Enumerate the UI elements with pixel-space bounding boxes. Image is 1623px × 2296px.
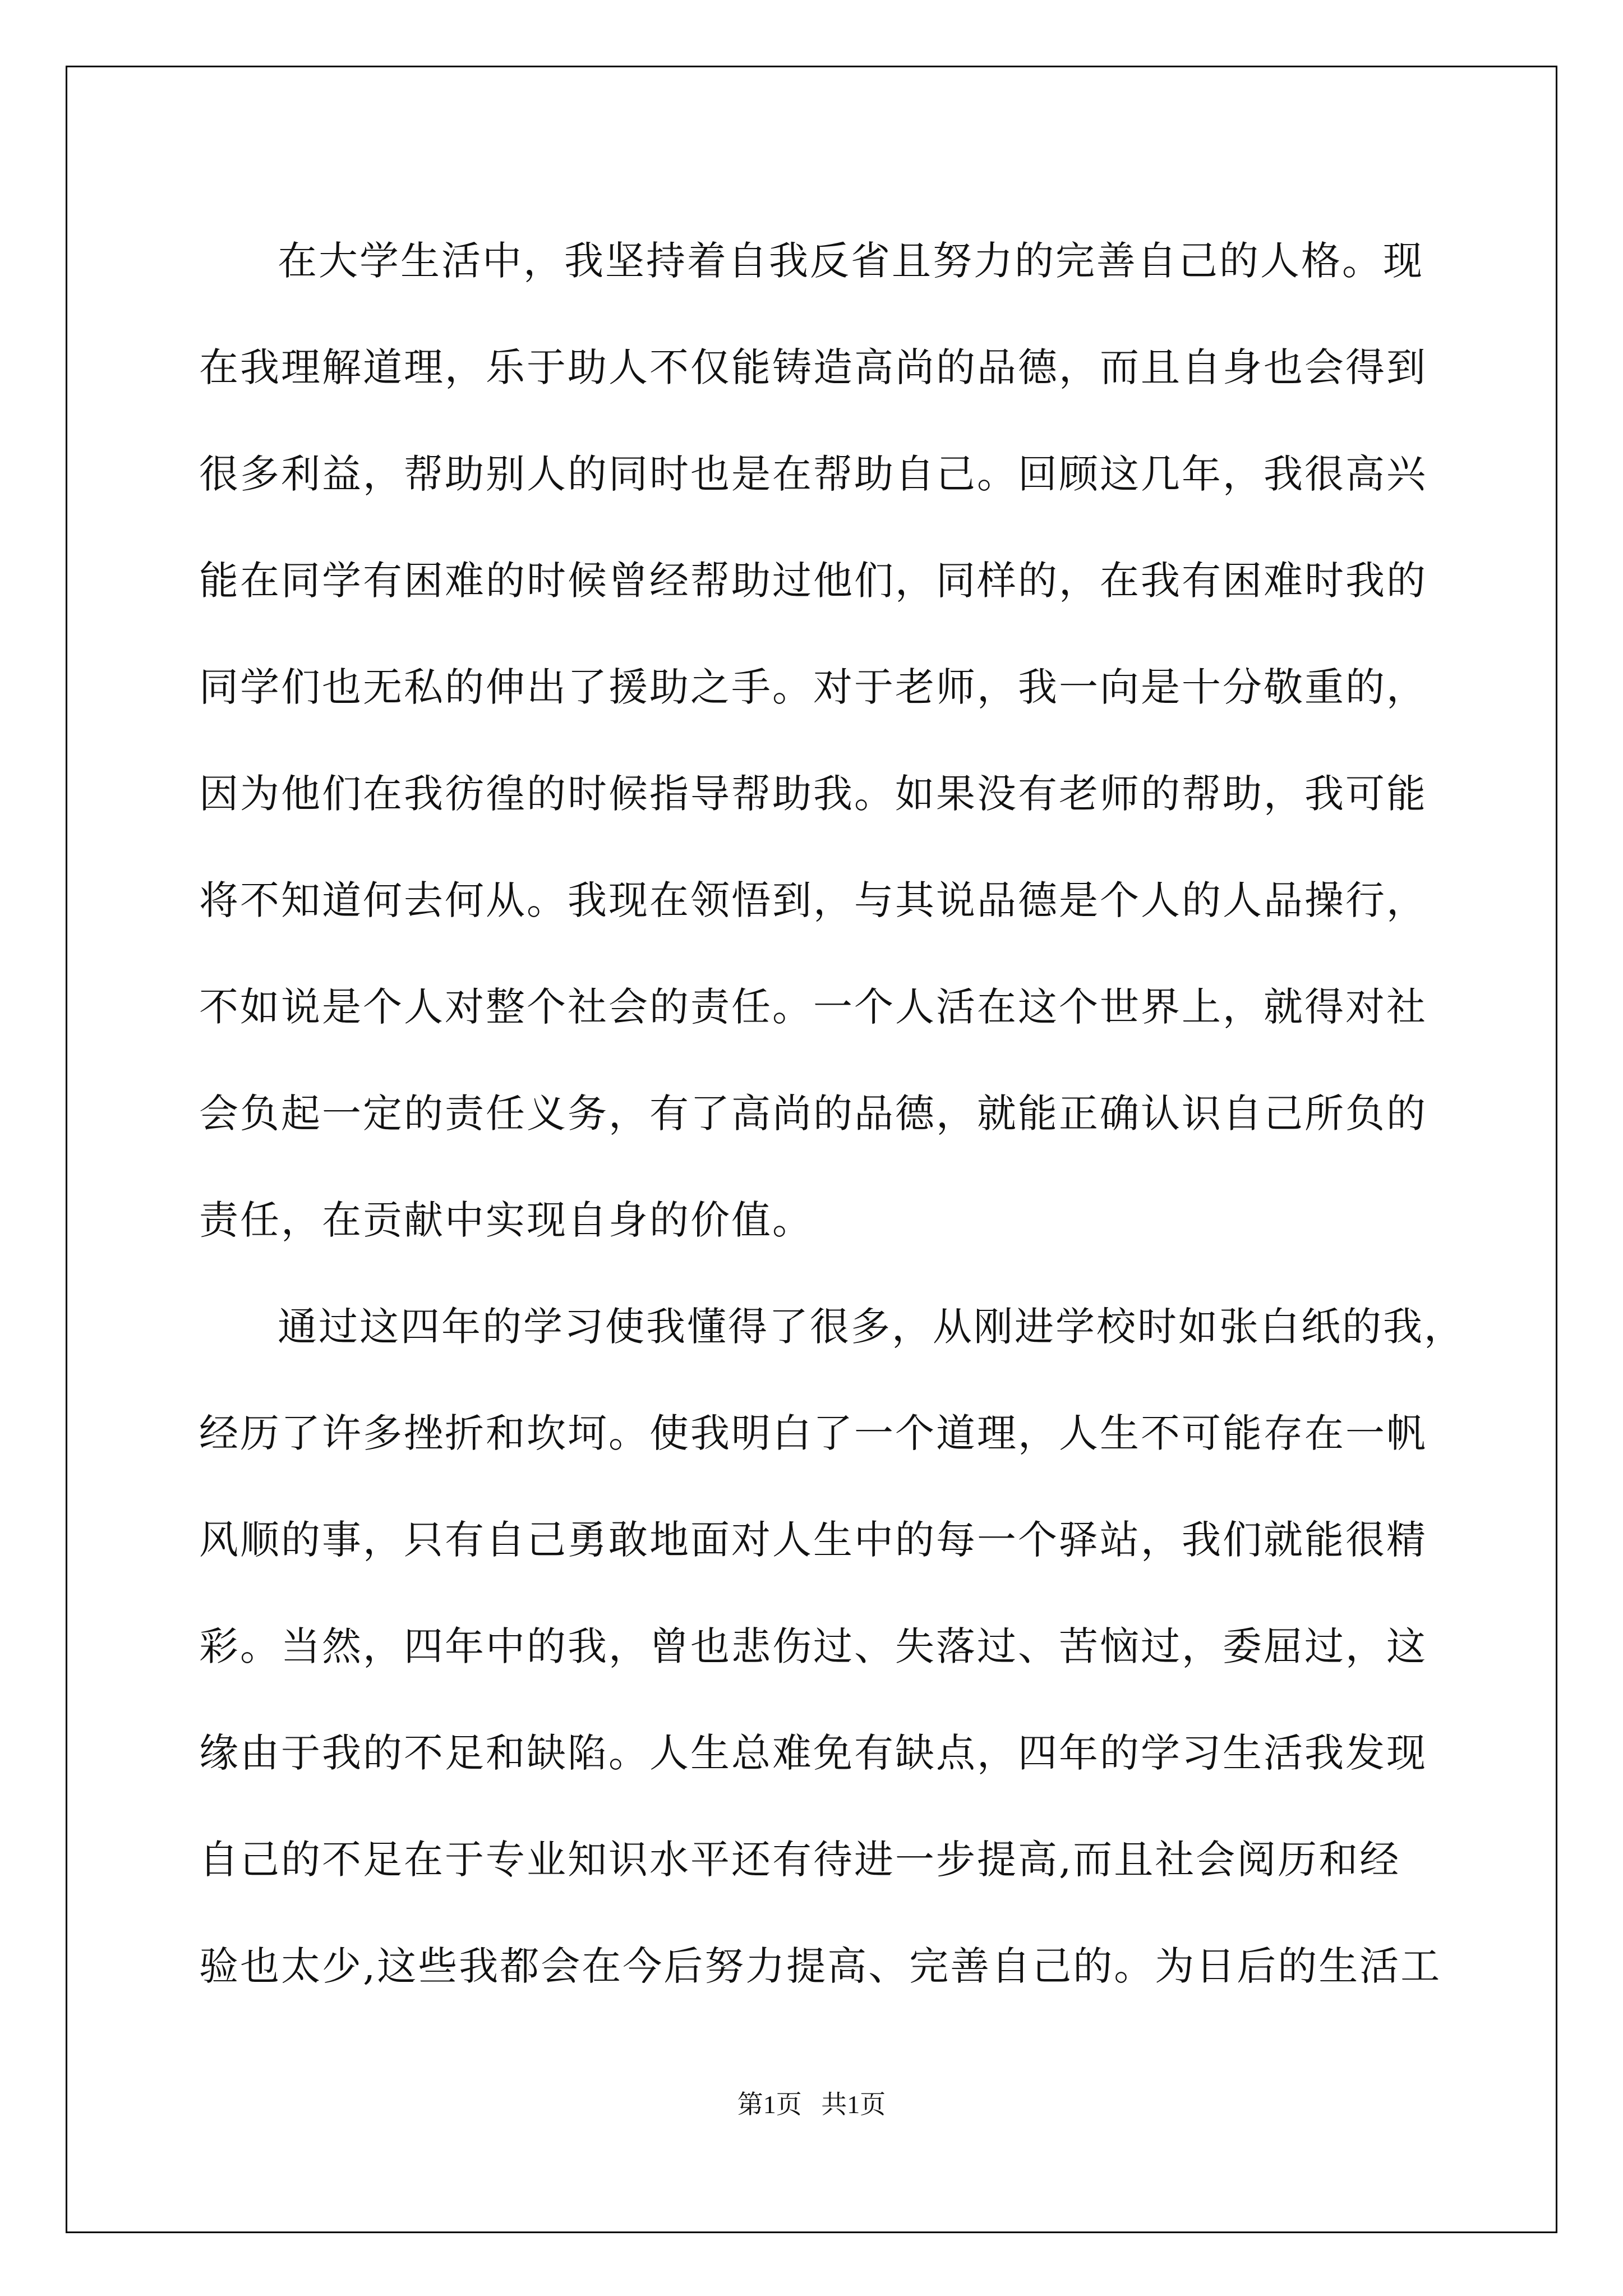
- page-number: 第1页: [737, 2090, 802, 2119]
- paragraph-2-line-3: 风顺的事，只有自己勇敢地面对人生中的每一个驿站，我们就能很精: [199, 1517, 1427, 1563]
- paragraph-1-line-8: 不如说是个人对整个社会的责任。一个人活在这个世界上，就得对社: [199, 984, 1427, 1030]
- paragraph-1-line-6: 因为他们在我彷徨的时候指导帮助我。如果没有老师的帮助，我可能: [199, 771, 1427, 817]
- paragraph-2-line-5: 缘由于我的不足和缺陷。人生总难免有缺点，四年的学习生活我发现: [199, 1730, 1427, 1776]
- paragraph-1-line-3: 很多利益，帮助别人的同时也是在帮助自己。回顾这几年，我很高兴: [199, 451, 1427, 497]
- paragraph-2-line-1: 通过这四年的学习使我懂得了很多，从刚进学校时如张白纸的我，: [278, 1304, 1465, 1350]
- paragraph-2-line-7: 验也太少,这些我都会在今后努力提高、完善自己的。为日后的生活工: [199, 1943, 1442, 1989]
- paragraph-2-line-6: 自己的不足在于专业知识水平还有待进一步提高,而且社会阅历和经: [199, 1837, 1401, 1883]
- paragraph-1-line-4: 能在同学有困难的时候曾经帮助过他们，同样的，在我有困难时我的: [199, 558, 1427, 604]
- paragraph-1-line-1: 在大学生活中，我坚持着自我反省且努力的完善自己的人格。现: [278, 238, 1424, 284]
- paragraph-1-line-10: 责任，在贡献中实现自身的价值。: [199, 1197, 813, 1243]
- document-body: [199, 208, 1465, 2019]
- paragraph-1-line-5: 同学们也无私的伸出了援助之手。对于老师，我一向是十分敬重的，: [199, 664, 1427, 710]
- page-total: 共1页: [821, 2090, 886, 2119]
- paragraph-1-line-9: 会负起一定的责任义务，有了高尚的品德，就能正确认识自己所负的: [199, 1091, 1427, 1137]
- paragraph-2-line-4: 彩。当然，四年中的我，曾也悲伤过、失落过、苦恼过，委屈过，这: [199, 1623, 1427, 1669]
- paragraph-2-line-2: 经历了许多挫折和坎坷。使我明白了一个道理，人生不可能存在一帆: [199, 1410, 1427, 1456]
- paragraph-1-line-7: 将不知道何去何从。我现在领悟到，与其说品德是个人的人品操行，: [199, 877, 1427, 923]
- page-footer: [0, 2084, 1623, 2121]
- paragraph-1-line-2: 在我理解道理，乐于助人不仅能铸造高尚的品德，而且自身也会得到: [199, 344, 1427, 390]
